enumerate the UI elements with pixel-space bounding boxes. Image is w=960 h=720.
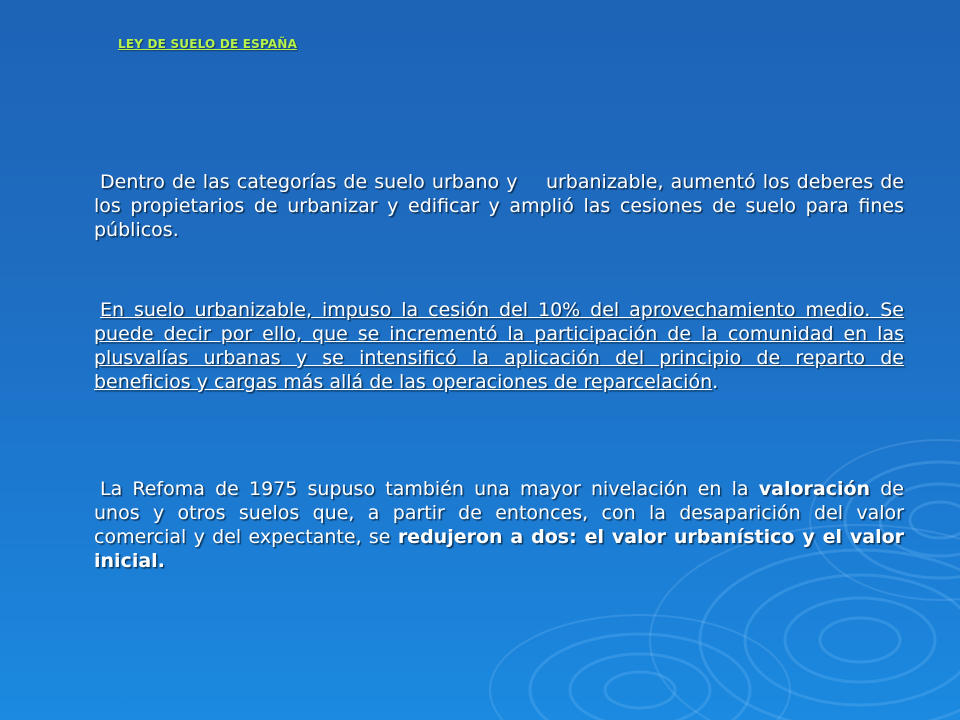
paragraph-3-text-part2: de unos y otros suelos que, a partir de entonces, con la desaparición del valor comercial y del expectante, se	[94, 478, 904, 548]
paragraph-2-underlined-text: En suelo urbanizable, impuso la cesión del 10% del aprovechamiento medio. Se puede decir por ello, que se incrementó la participación de la comunidad en las plusvalías urbanas y se intensificó la aplicación del principio de reparto de beneficios y cargas más allá de las operaciones de reparcelación	[94, 299, 904, 393]
paragraph-2-period: .	[712, 371, 719, 393]
paragraph-3-bold-valoracion: valoración	[758, 478, 871, 500]
slide-title-link[interactable]: LEY DE SUELO DE ESPAÑA	[118, 37, 298, 51]
paragraph-3-text-part1: La Refoma de 1975 supuso también una mayor nivelación en la	[100, 478, 759, 500]
paragraph-land-cession	[94, 298, 904, 394]
paragraph-urban-land	[94, 170, 911, 242]
paragraph-reform-1975	[94, 477, 904, 573]
paragraph-1-text: Dentro de las categorías de suelo urbano y urbanizable, aumentó los deberes de los propietarios de urbanizar y edificar y amplió las cesiones de suelo para fines públicos.	[94, 171, 911, 241]
paragraph-3-bold-conclusion: redujeron a dos: el valor urbanístico y el valor inicial.	[94, 526, 905, 572]
